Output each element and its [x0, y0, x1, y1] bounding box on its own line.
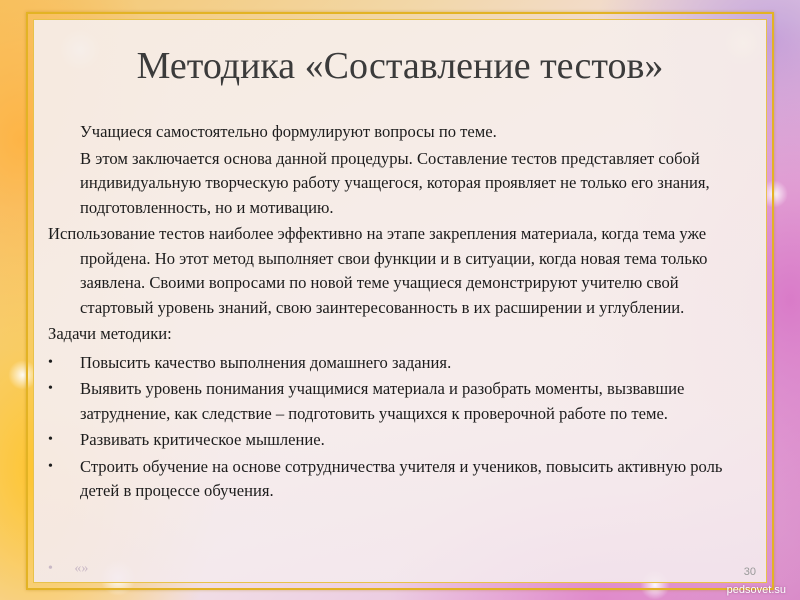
tasks-list	[48, 351, 756, 504]
list-item	[48, 428, 756, 453]
intro-paragraph: Учащиеся самостоятельно формулируют вопросы по теме.	[80, 122, 497, 141]
procedure-paragraph	[48, 147, 756, 221]
trailing-bullet-text: «»	[74, 561, 89, 576]
bullet-icon: •	[48, 381, 53, 396]
procedure-paragraph-text: В этом заключается основа данной процедуры. Составление тестов представляет собой индивидуальную творческую работу учащегося, которая проявляет не только его знания, подготовленность, но и мотивацию.	[80, 148, 710, 217]
watermark-text: pedsovet.su	[726, 584, 786, 596]
list-item-text: Повысить качество выполнения домашнего задания.	[80, 352, 452, 372]
bullet-icon: •	[48, 458, 53, 474]
list-item-text: Развивать критическое мышление.	[80, 430, 325, 449]
slide-body	[48, 120, 756, 506]
list-item	[48, 455, 756, 504]
trailing-bullet	[48, 561, 88, 577]
tasks-heading: Задачи методики:	[48, 324, 172, 343]
list-item-text: Строить обучение на основе сотрудничества учителя и учеников, повысить активную роль детей в процессе обучения.	[80, 456, 723, 500]
list-item	[48, 351, 756, 376]
slide-title: Методика «Составление тестов»	[136, 45, 664, 87]
bullet-icon: •	[48, 561, 53, 576]
list-item	[48, 377, 756, 426]
bullet-icon: •	[48, 432, 53, 447]
usage-paragraph: Использование тестов наиболее эффективно на этапе закрепления материала, когда тема уже пройдена. Но этот метод выполняет свои функции и в ситуации, когда новая тема только заявлена. Своими вопросами по новой теме учащиеся демонстрируют учителю свой стартовый уровень знаний, свою заинтересованность в их расширении и углублении.	[48, 224, 708, 317]
bullet-icon: •	[48, 354, 53, 370]
list-item-text: Выявить уровень понимания учащимися материала и разобрать моменты, вызвавшие затруднение, как следствие – подготовить учащихся к проверочной работе по теме.	[80, 379, 685, 423]
slide-number: 30	[743, 566, 756, 578]
